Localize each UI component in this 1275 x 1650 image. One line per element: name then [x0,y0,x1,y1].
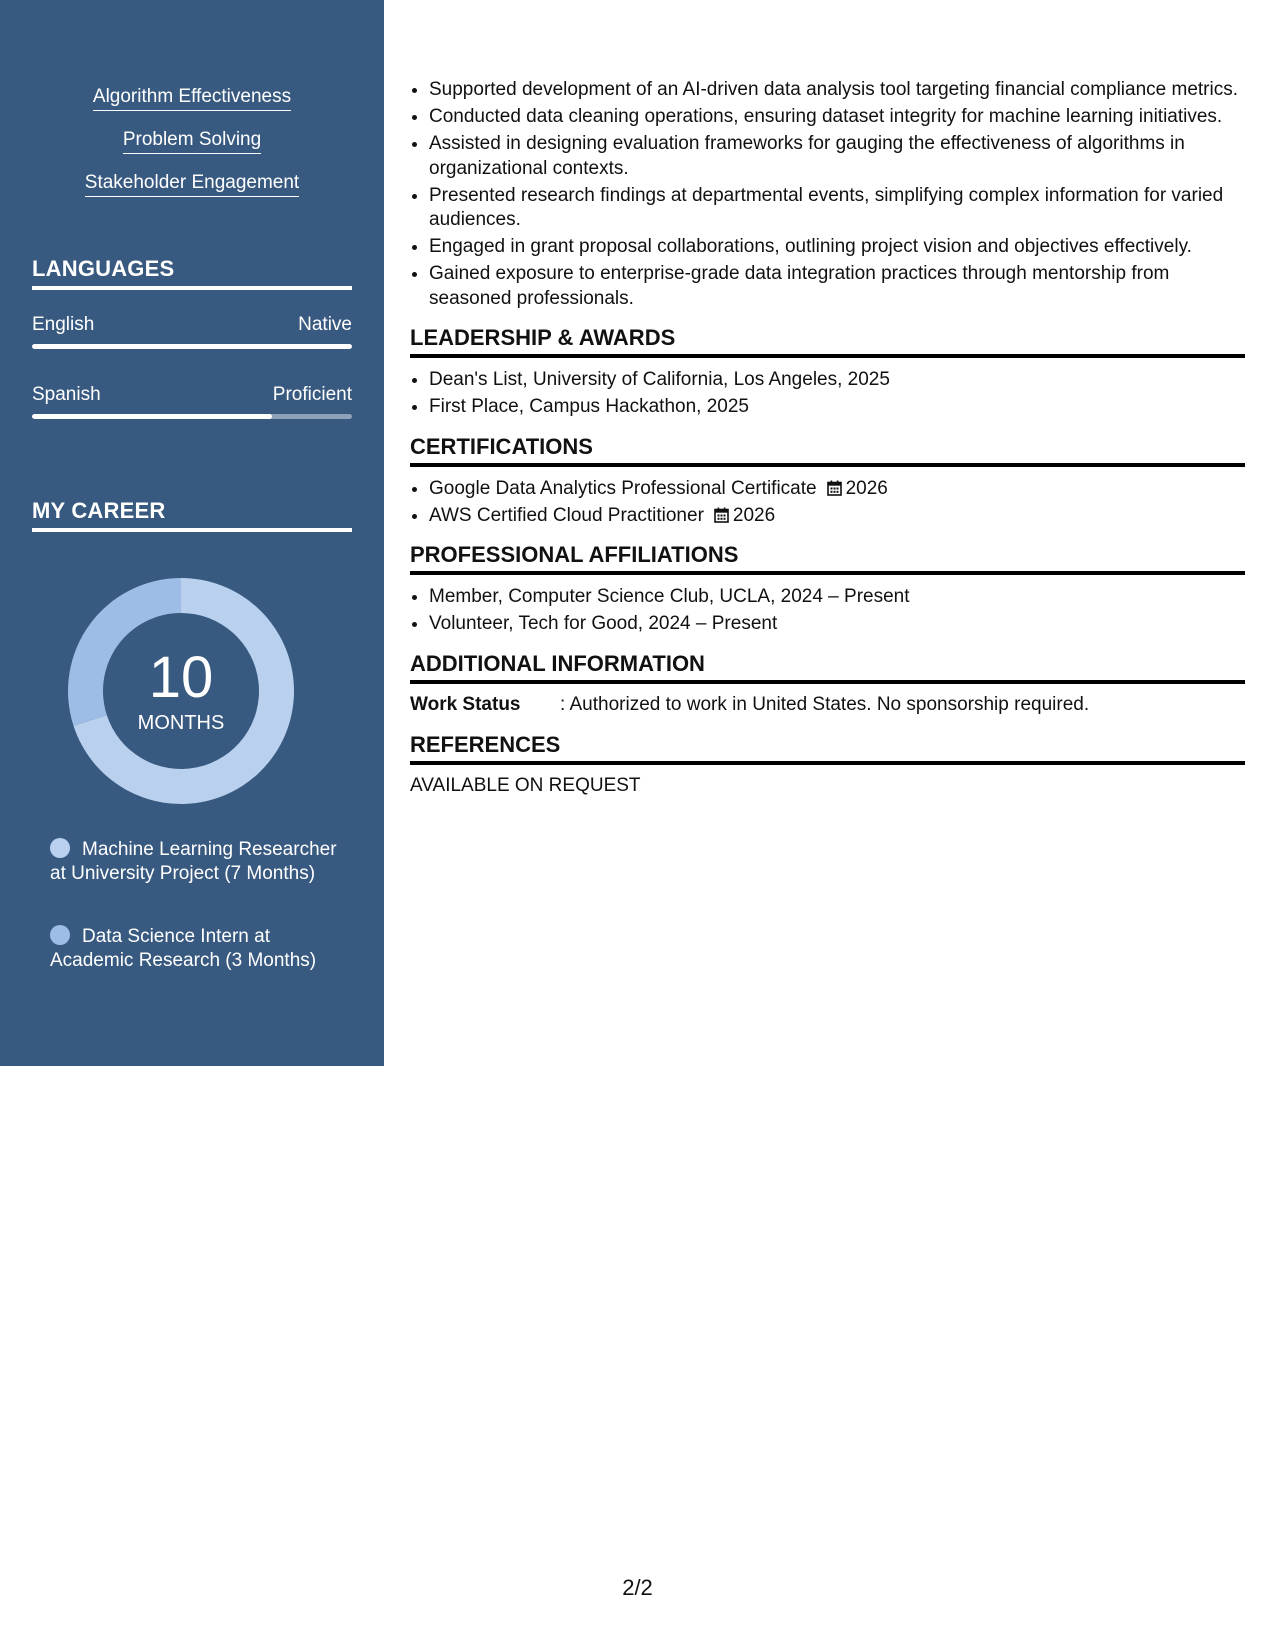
calendar-icon [827,480,842,496]
sidebar [0,0,384,1066]
language-level: Proficient [272,384,352,405]
bullet-item: • Presented research findings at departmental events, simplifying complex information for varied audiences. [429,184,1245,233]
bullet-item: • Assisted in designing evaluation frameworks for gauging the effectiveness of algorithms in organizational contexts. [429,132,1245,181]
main-content [410,78,1245,797]
work-status-row [410,694,1245,716]
skill-item: Problem Solving [123,129,261,154]
leadership-heading: LEADERSHIP & AWARDS [410,325,1245,358]
leadership-item: • Dean's List, University of California, Los Angeles, 2025 [429,368,1245,393]
certification-year: 2026 [845,477,888,499]
additional-info-heading: ADDITIONAL INFORMATION [410,651,1245,684]
career-heading: MY CAREER [32,498,352,532]
career-total: 10 [148,645,214,710]
career-item [50,838,340,886]
page-number: 2/2 [622,1575,653,1600]
certification-item [429,477,1245,502]
certification-year: 2026 [732,504,776,526]
language-bar [32,414,352,419]
language-name: Spanish [32,384,101,405]
work-status-value: : Authorized to work in United States. No sponsorship required. [560,693,1090,715]
career-item-text: Data Science Intern at Academic Research (3 Months) [50,926,317,971]
certifications-heading: CERTIFICATIONS [410,434,1245,467]
language-level: Native [298,314,352,335]
certification-item [429,504,1245,529]
certification-name: Google Data Analytics Professional Certificate [429,477,817,499]
legend-dot [50,838,70,858]
leadership-item: • First Place, Campus Hackathon, 2025 [429,395,1245,420]
career-unit: MONTHS [137,712,225,734]
bullet-item: • Gained exposure to enterprise-grade data integration practices through mentorship from seasoned professionals. [429,262,1245,311]
languages-heading: LANGUAGES [32,256,352,290]
affiliations-heading: PROFESSIONAL AFFILIATIONS [410,542,1245,575]
calendar-icon [714,507,729,523]
skills-list [0,86,384,215]
certifications-list [410,477,1245,529]
leadership-list [410,368,1245,420]
language-bar-fill [32,414,272,419]
bullet-item: • Engaged in grant proposal collaborations, outlining project vision and objectives effectively. [429,235,1245,260]
experience-bullets [410,78,1245,311]
language-row [32,384,352,406]
skill-item: Stakeholder Engagement [85,172,299,197]
bullet-item: • Conducted data cleaning operations, ensuring dataset integrity for machine learning initiatives. [429,105,1245,130]
career-item [50,925,340,973]
skill-item: Algorithm Effectiveness [93,86,291,111]
certification-name: AWS Certified Cloud Practitioner [429,504,704,526]
affiliation-item: • Volunteer, Tech for Good, 2024 – Present [429,612,1245,637]
language-row [32,314,352,336]
language-bar-fill [32,344,352,349]
career-item-text: Machine Learning Researcher at University Project (7 Months) [50,839,337,884]
legend-dot [50,925,70,945]
work-status-label: Work Status [410,693,521,715]
bullet-item: • Supported development of an AI-driven data analysis tool targeting financial compliance metrics. [429,78,1245,103]
affiliation-item: • Member, Computer Science Club, UCLA, 2024 – Present [429,585,1245,610]
references-text: AVAILABLE ON REQUEST [410,774,641,796]
language-bar [32,344,352,349]
language-name: English [32,314,95,335]
references-heading: REFERENCES [410,732,1245,765]
affiliations-list [410,585,1245,637]
